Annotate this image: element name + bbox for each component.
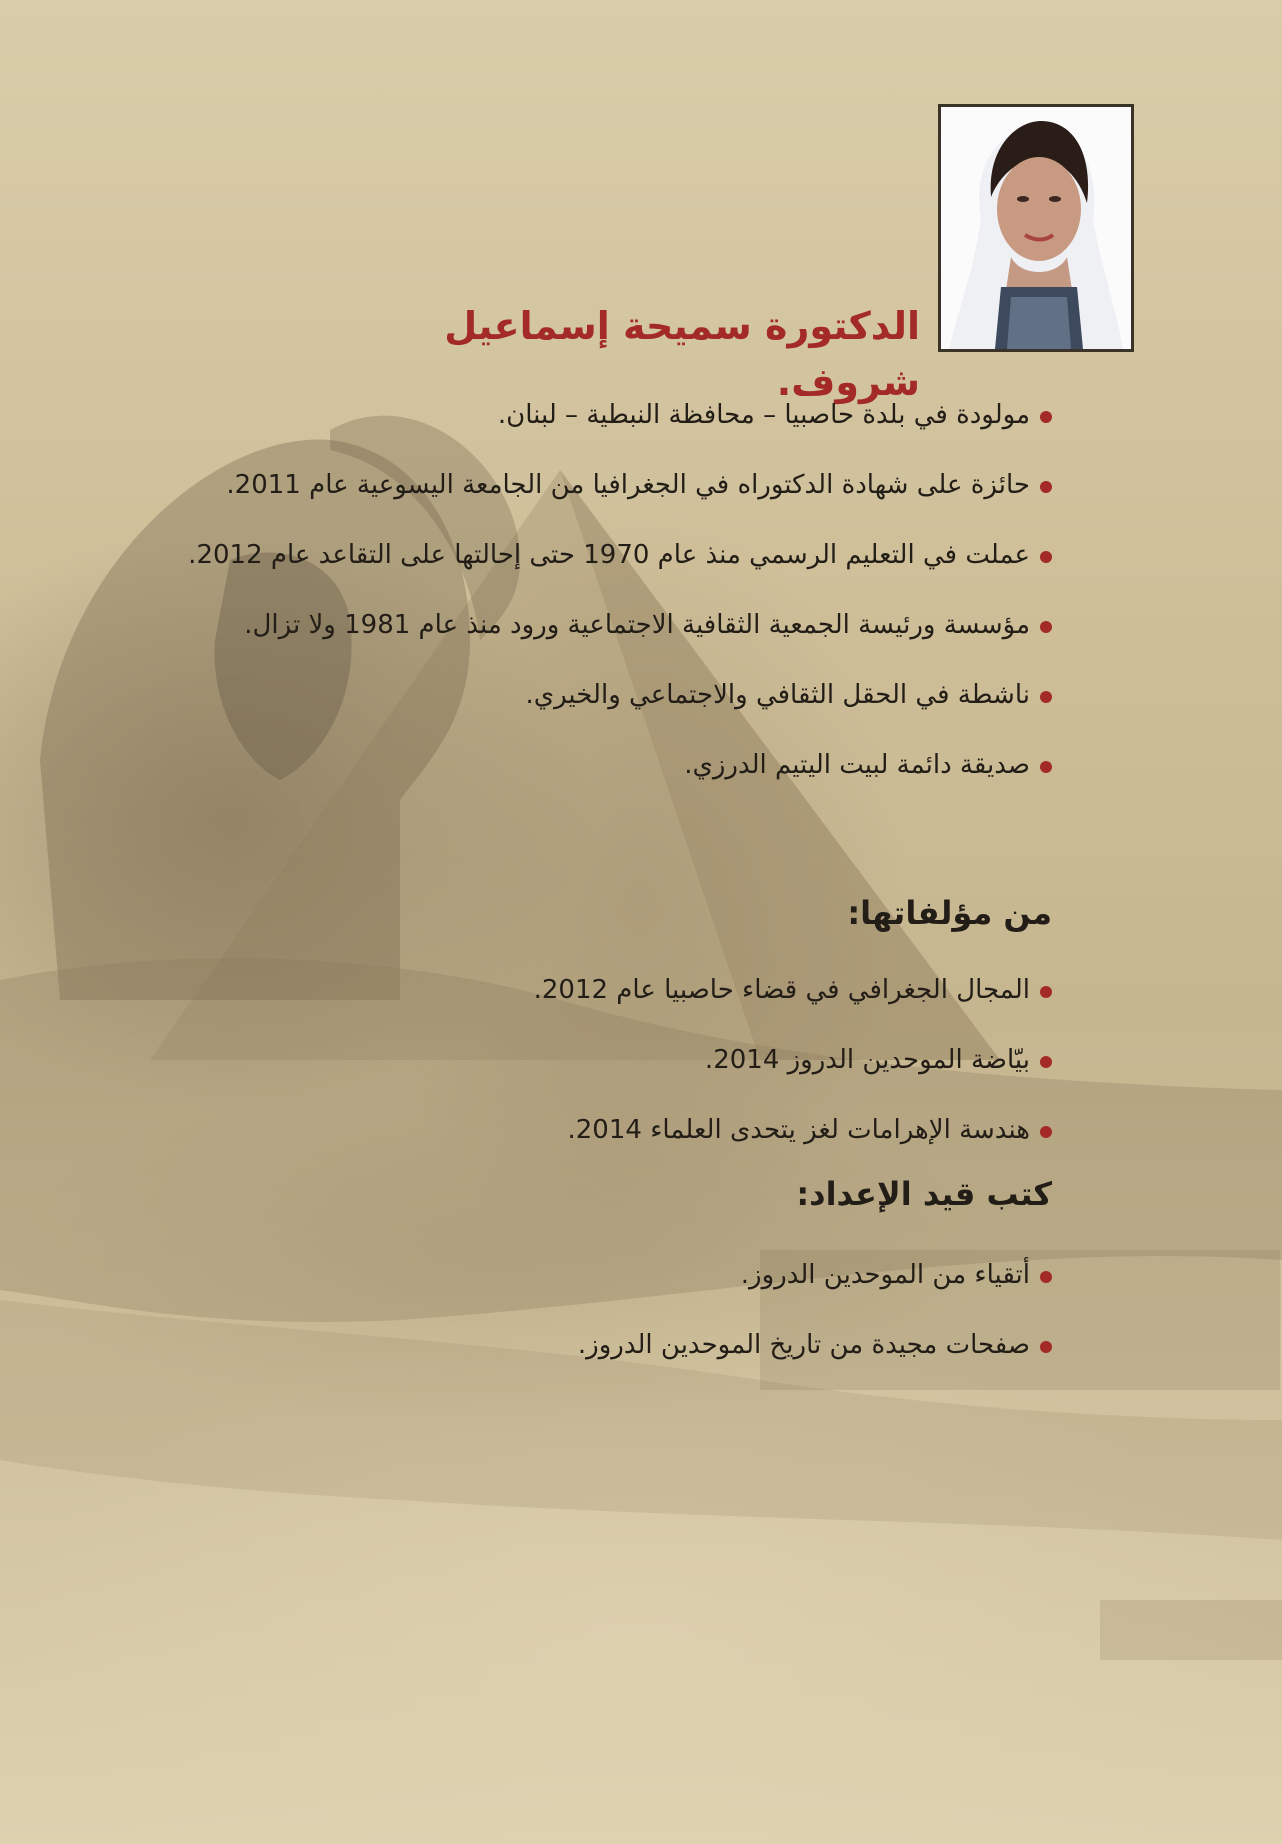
bullet-icon (1040, 986, 1052, 998)
works-heading: من مؤلفاتها: (847, 894, 1052, 932)
list-item (152, 520, 1052, 590)
bullet-icon (1040, 411, 1052, 423)
author-name: الدكتورة سميحة إسماعيل شروف. (444, 304, 920, 404)
list-item (152, 660, 1052, 730)
list-item (152, 730, 1052, 800)
bullet-icon (1040, 621, 1052, 633)
list-item-text: صديقة دائمة لبيت اليتيم الدرزي. (684, 750, 1030, 780)
list-item-text: مؤسسة ورئيسة الجمعية الثقافية الاجتماعية ورود منذ عام 1981 ولا تزال. (244, 610, 1030, 640)
list-item-text: ناشطة في الحقل الثقافي والاجتماعي والخيري. (525, 680, 1030, 710)
list-item-text: صفحات مجيدة من تاريخ الموحدين الدروز. (577, 1330, 1030, 1360)
list-item (152, 1025, 1052, 1095)
list-item-text: هندسة الإهرامات لغز يتحدى العلماء 2014. (567, 1115, 1030, 1145)
list-item (152, 590, 1052, 660)
list-item-text: حائزة على شهادة الدكتوراه في الجغرافيا من الجامعة اليسوعية عام 2011. (226, 470, 1030, 500)
bullet-icon (1040, 1126, 1052, 1138)
bullet-icon (1040, 1341, 1052, 1353)
bullet-icon (1040, 761, 1052, 773)
bullet-icon (1040, 551, 1052, 563)
list-item (152, 1240, 1052, 1310)
list-item (152, 380, 1052, 450)
list-item (152, 450, 1052, 520)
bullet-icon (1040, 481, 1052, 493)
bullet-icon (1040, 1271, 1052, 1283)
works-list (152, 955, 1052, 1165)
bullet-icon (1040, 691, 1052, 703)
list-item-text: عملت في التعليم الرسمي منذ عام 1970 حتى إحالتها على التقاعد عام 2012. (188, 540, 1030, 570)
list-item-text: المجال الجغرافي في قضاء حاصبيا عام 2012. (533, 975, 1030, 1005)
bullet-icon (1040, 1056, 1052, 1068)
bio-list (152, 380, 1052, 800)
list-item-text: أتقياء من الموحدين الدروز. (740, 1260, 1030, 1290)
in-preparation-heading: كتب قيد الإعداد: (796, 1175, 1052, 1213)
author-photo (938, 104, 1134, 352)
list-item-text: مولودة في بلدة حاصبيا – محافظة النبطية – لبنان. (497, 400, 1030, 430)
in-preparation-list (152, 1240, 1052, 1380)
list-item (152, 1095, 1052, 1165)
list-item-text: بيّاضة الموحدين الدروز 2014. (704, 1045, 1030, 1075)
list-item (152, 955, 1052, 1025)
list-item (152, 1310, 1052, 1380)
